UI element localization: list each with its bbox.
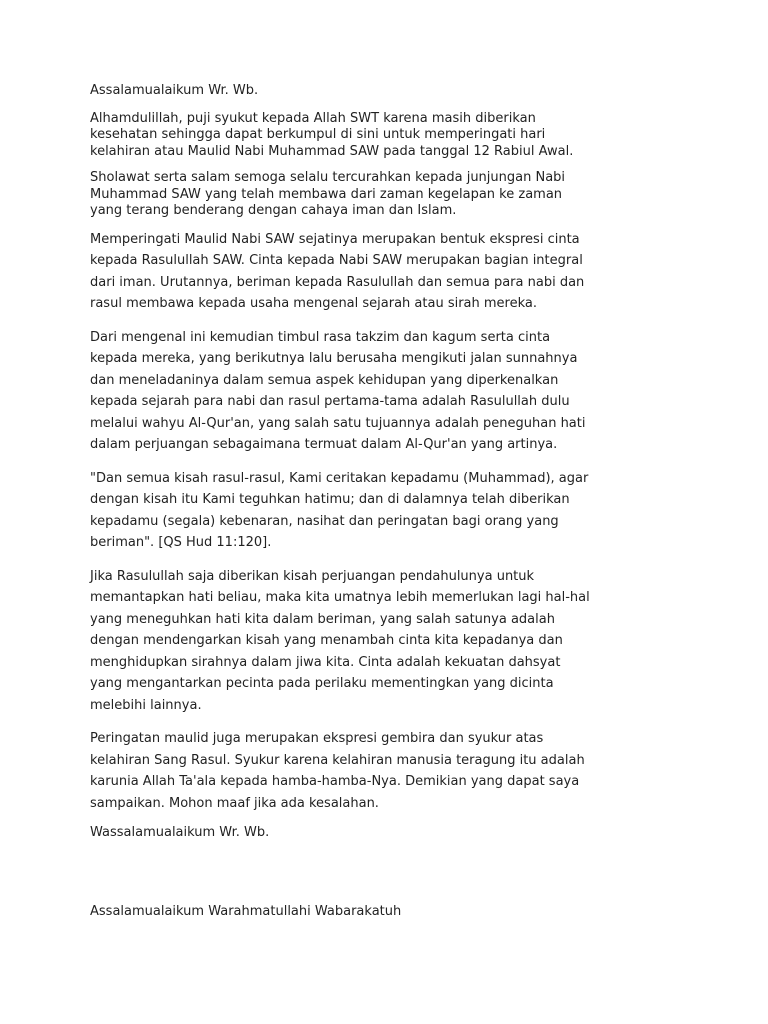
paragraph-quran-quote: "Dan semua kisah rasul-rasul, Kami ceritakan kepadamu (Muhammad), agar dengan kisah itu Kami teguhkan hatimu; dan di dalamnya telah diberikan kepadamu (segala) kebenaran, nasihat dan peringatan bagi orang yang beriman". [QS Hud 11:120]. — [90, 470, 589, 550]
paragraph-gratitude: Peringatan maulid juga merupakan ekspresi gembira dan syukur atas kelahiran Sang Rasul. Syukur karena kelahiran manusia teragung itu adalah karunia Allah Ta'ala kepada hamba-hamba-Nya. Demikian yang dapat saya sampaikan. Mohon maaf jika ada kesalahan. — [90, 731, 585, 811]
opening-greeting: Assalamualaikum Wr. Wb. — [90, 83, 259, 98]
paragraph-opening-praise: Alhamdulillah, puji syukut kepada Allah SWT karena masih diberikan kesehatan sehingga dapat berkumpul di sini untuk memperingati hari kelahiran atau Maulid Nabi Muhammad SAW pada tanggal 12 Rabiul Awal. — [90, 110, 574, 159]
closing-greeting: Wassalamualaikum Wr. Wb. — [90, 825, 270, 840]
paragraph-takzim: Dari mengenal ini kemudian timbul rasa takzim dan kagum serta cinta kepada mereka, yang berikutnya lalu berusaha mengikuti jalan sunnahnya dan meneladaninya dalam semua aspek kehidupan yang diperkenalkan kepada sejarah para nabi dan rasul pertama-tama adalah Rasulullah dulu melalui wahyu Al-Qur'an, yang salah satu tujuannya adalah peneguhan hati dalam perjuangan sebagaimana termuat dalam Al-Qur'an yang artinya. — [90, 329, 586, 452]
paragraph-maulid-meaning: Memperingati Maulid Nabi SAW sejatinya merupakan bentuk ekspresi cinta kepada Rasulullah SAW. Cinta kepada Nabi SAW merupakan bagian integral dari iman. Urutannya, beriman kepada Rasulullah dan semua para nabi dan rasul membawa kepada usaha mengenal sejarah atau sirah mereka. — [90, 231, 585, 311]
paragraph-strengthen-heart: Jika Rasulullah saja diberikan kisah perjuangan pendahulunya untuk memantapkan hati beliau, maka kita umatnya lebih memerlukan lagi hal-hal yang meneguhkan hati kita dalam beriman, yang salah satunya adalah dengan mendengarkan kisah yang menambah cinta kita kepadanya dan menghidupkan sirahnya dalam jiwa kita. Cinta adalah kekuatan dahsyat yang mengantarkan pecinta pada perilaku mementingkan yang dicinta melebihi lainnya. — [90, 568, 590, 713]
second-greeting: Assalamualaikum Warahmatullahi Wabarakatuh — [90, 904, 402, 919]
paragraph-sholawat: Sholawat serta salam semoga selalu tercurahkan kepada junjungan Nabi Muhammad SAW yang telah membawa dari zaman kegelapan ke zaman yang terang benderang dengan cahaya iman dan Islam. — [90, 170, 566, 218]
